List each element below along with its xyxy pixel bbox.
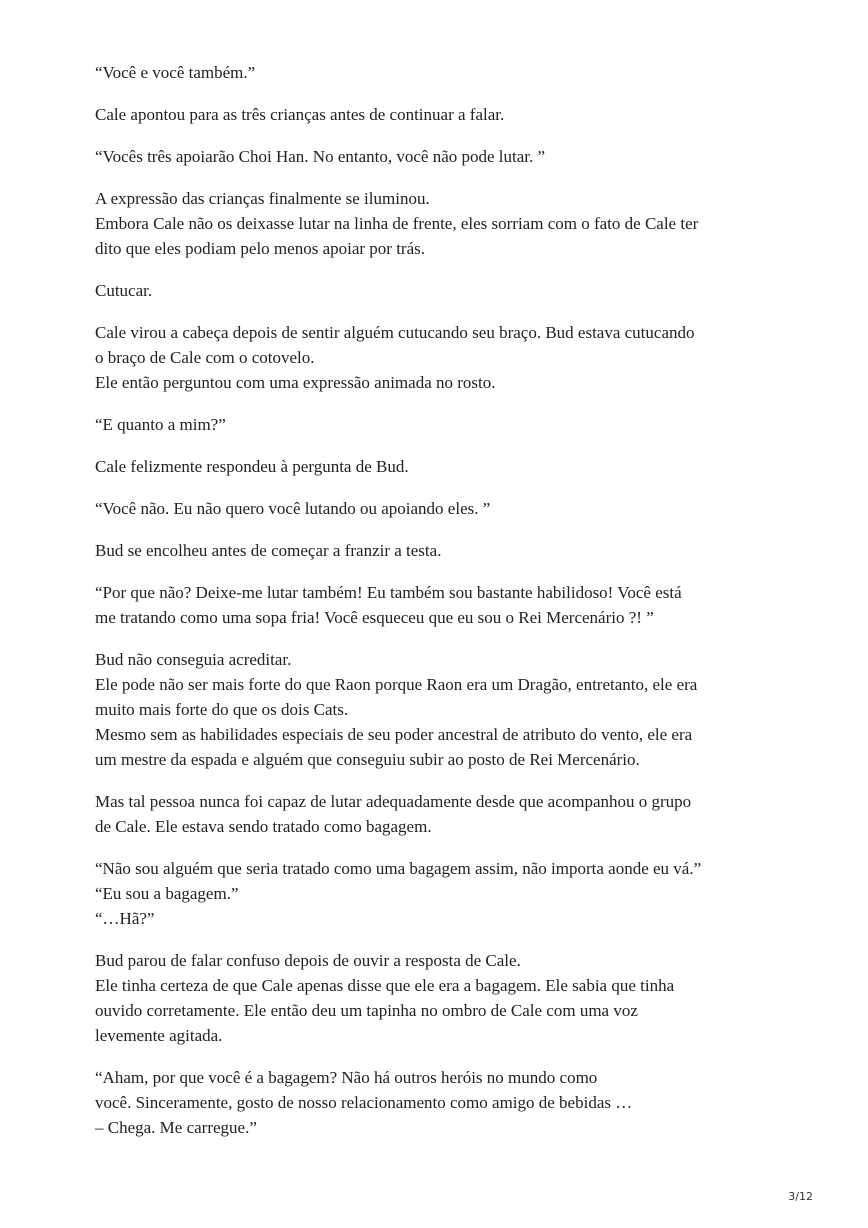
text-line: “Você e você também.” <box>95 63 256 82</box>
paragraph-13 <box>95 789 795 839</box>
paragraph-12 <box>95 647 795 772</box>
text-line: me tratando como uma sopa fria! Você esqueceu que eu sou o Rei Mercenário ?! ” <box>95 608 654 627</box>
page-number: 3/12 <box>788 1190 813 1203</box>
text-line: “Aham, por que você é a bagagem? Não há outros heróis no mundo como <box>95 1068 598 1087</box>
text-line: Embora Cale não os deixasse lutar na linha de frente, eles sorriam com o fato de Cale ter <box>95 214 699 233</box>
paragraph-15 <box>95 948 795 1048</box>
paragraph-4 <box>95 186 795 261</box>
text-line: Cutucar. <box>95 281 153 300</box>
paragraph-11 <box>95 580 795 630</box>
text-line: “Vocês três apoiarão Choi Han. No entanto, você não pode lutar. ” <box>95 147 546 166</box>
text-line: “E quanto a mim?” <box>95 415 226 434</box>
paragraph-6 <box>95 320 795 395</box>
paragraph-16 <box>95 1065 795 1140</box>
text-line: “…Hã?” <box>95 909 155 928</box>
text-line: um mestre da espada e alguém que conseguiu subir ao posto de Rei Mercenário. <box>95 750 640 769</box>
text-line: “Eu sou a bagagem.” <box>95 884 239 903</box>
paragraph-10 <box>95 538 795 563</box>
text-line: A expressão das crianças finalmente se iluminou. <box>95 189 430 208</box>
text-line: Cale felizmente respondeu à pergunta de Bud. <box>95 457 409 476</box>
text-line: Bud se encolheu antes de começar a franzir a testa. <box>95 541 442 560</box>
text-line: “Por que não? Deixe-me lutar também! Eu também sou bastante habilidoso! Você está <box>95 583 682 602</box>
text-line: – Chega. Me carregue.” <box>95 1118 257 1137</box>
paragraph-2 <box>95 102 795 127</box>
text-line: levemente agitada. <box>95 1026 223 1045</box>
paragraph-5 <box>95 278 795 303</box>
text-line: Mesmo sem as habilidades especiais de seu poder ancestral de atributo do vento, ele era <box>95 725 693 744</box>
paragraph-8 <box>95 454 795 479</box>
text-line: Cale virou a cabeça depois de sentir alguém cutucando seu braço. Bud estava cutucando <box>95 323 695 342</box>
text-line: “Não sou alguém que seria tratado como uma bagagem assim, não importa aonde eu vá.” <box>95 859 702 878</box>
text-line: ouvido corretamente. Ele então deu um tapinha no ombro de Cale com uma voz <box>95 1001 638 1020</box>
text-line: você. Sinceramente, gosto de nosso relacionamento como amigo de bebidas … <box>95 1093 633 1112</box>
text-line: dito que eles podiam pelo menos apoiar por trás. <box>95 239 425 258</box>
text-line: Ele pode não ser mais forte do que Raon porque Raon era um Dragão, entretanto, ele era <box>95 675 698 694</box>
paragraph-14 <box>95 856 795 931</box>
paragraph-3 <box>95 144 795 169</box>
text-line: Ele então perguntou com uma expressão animada no rosto. <box>95 373 496 392</box>
text-line: Bud parou de falar confuso depois de ouvir a resposta de Cale. <box>95 951 521 970</box>
text-line: Bud não conseguia acreditar. <box>95 650 292 669</box>
text-line: Ele tinha certeza de que Cale apenas disse que ele era a bagagem. Ele sabia que tinha <box>95 976 675 995</box>
paragraph-7 <box>95 412 795 437</box>
text-line: de Cale. Ele estava sendo tratado como bagagem. <box>95 817 432 836</box>
text-line: Cale apontou para as três crianças antes de continuar a falar. <box>95 105 505 124</box>
document-body <box>95 60 795 1157</box>
text-line: “Você não. Eu não quero você lutando ou apoiando eles. ” <box>95 499 491 518</box>
text-line: o braço de Cale com o cotovelo. <box>95 348 315 367</box>
text-line: muito mais forte do que os dois Cats. <box>95 700 349 719</box>
paragraph-1 <box>95 60 795 85</box>
paragraph-9 <box>95 496 795 521</box>
text-line: Mas tal pessoa nunca foi capaz de lutar adequadamente desde que acompanhou o grupo <box>95 792 692 811</box>
